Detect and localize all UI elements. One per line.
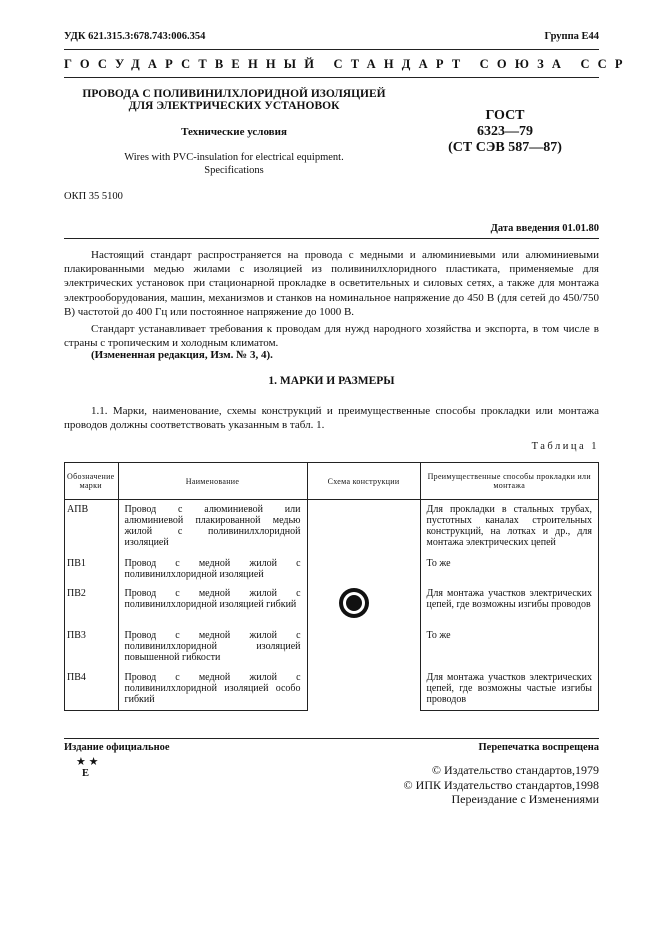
document-subtitle: Технические условия <box>181 126 287 138</box>
group-code: Группа Е44 <box>544 31 599 42</box>
gost-designation <box>420 108 590 156</box>
english-title-line-1: Wires with PVC-insulation for electrical equipment. <box>124 152 344 163</box>
title-line-1: ПРОВОДА С ПОЛИВИНИЛХЛОРИДНОЙ ИЗОЛЯЦИЕЙ <box>82 88 386 100</box>
row-use: Для монтажа участков электрических цепей, где возможны частые изгибы проводов <box>420 666 598 711</box>
reissue-note: Переиздание с Изменениями <box>451 792 599 806</box>
header-use: Преимущественные способы прокладки или монтажа <box>420 463 598 500</box>
row-name: Провод с медной жилой с поливинилхлоридной изоляцией особо гибкий <box>118 666 307 711</box>
okp-code: ОКП 35 5100 <box>64 191 123 202</box>
row-use: Для прокладки в стальных трубах, пустотных каналах строительных конструкций, на лотках и др., для монтажа электрических цепей <box>420 500 598 553</box>
table-caption: Таблица 1 <box>531 441 599 452</box>
stars-icon: ★ ★ <box>76 756 99 768</box>
edition-letter: Е <box>82 768 90 779</box>
copyright-1998: © ИПК Издательство стандартов,1998 <box>403 777 599 792</box>
date-rule <box>64 238 599 239</box>
row-mark: ПВ4 <box>65 666 119 711</box>
row-name: Провод с медной жилой с поливинилхлоридной изоляцией повышенной гибкости <box>118 624 307 666</box>
gost-number: 6323—79 <box>477 124 533 139</box>
gost-sev: (СТ СЭВ 587—87) <box>448 140 562 155</box>
row-use: Для монтажа участков электрических цепей, где возможны изгибы проводов <box>420 582 598 624</box>
header-schema: Схема конструкции <box>307 463 420 500</box>
official-edition: Издание официальное <box>64 742 170 753</box>
gost-label: ГОСТ <box>485 108 525 123</box>
paragraph-1-1: 1.1. Марки, наименование, схемы конструкций и преимущественные способы прокладки или монтажа проводов должны соответствовать указанным в табл. 1. <box>64 405 599 432</box>
row-name: Провод с медной жилой с поливинилхлоридной изоляцией гибкий <box>118 582 307 624</box>
english-title <box>64 151 404 177</box>
table-1 <box>64 462 599 711</box>
reprint-notice: Перепечатка воспрещена <box>478 742 599 753</box>
row-mark: ПВ2 <box>65 582 119 624</box>
row-use: То же <box>420 552 598 582</box>
row-name: Провод с медной жилой с поливинилхлоридной изоляцией <box>118 552 307 582</box>
row-use: То же <box>420 624 598 666</box>
header-rule-bottom <box>64 77 599 78</box>
conductor-core-icon <box>346 595 362 611</box>
paragraph-scope: Настоящий стандарт распространяется на провода с медными и алюминиевыми или алюминиевыми плакированными медью жилами с изоляцией из поливинилхлоридного пластиката, применяемые для электрических установок при стационарной прокладке в осветительных и силовых сетях, а также для монтажа электрооборудования, машин, механизмов и станков на номинальное напряжение до 450 В (для сетей до 450/750 В) частотой до 400 Гц или постоянное напряжение до 1000 В. <box>64 249 599 318</box>
paragraph-requirements: Стандарт устанавливает требования к проводам для нужд народного хозяйства и экспорта, в том числе в страны с тропическим и холодным климатом. <box>64 323 599 350</box>
header-mark: Обозначение марки <box>65 463 119 500</box>
footer-rule <box>64 738 599 739</box>
row-mark: ПВ3 <box>65 624 119 666</box>
org-heading: ГОСУДАРСТВЕННЫЙ СТАНДАРТ СОЮЗА ССР <box>64 57 631 71</box>
table-header-row <box>65 463 599 500</box>
copyright-block <box>404 763 599 807</box>
table-row <box>65 500 599 553</box>
header-name: Наименование <box>118 463 307 500</box>
copyright-1979: © Издательство стандартов,1979 <box>431 763 599 777</box>
udk-code: УДК 621.315.3:678.743:006.354 <box>64 31 206 42</box>
row-mark: ПВ1 <box>65 552 119 582</box>
paragraph-amendment: (Измененная редакция, Изм. № 3, 4). <box>91 349 273 361</box>
section-title: 1. МАРКИ И РАЗМЕРЫ <box>268 375 395 387</box>
intro-date: Дата введения 01.01.80 <box>490 223 599 234</box>
title-line-2: ДЛЯ ЭЛЕКТРИЧЕСКИХ УСТАНОВОК <box>128 100 340 112</box>
english-title-line-2: Specifications <box>204 165 264 176</box>
document-title <box>64 88 404 112</box>
row-name: Провод с алюминиевой или алюминиевой плакированной медью жилой с поливинилхлоридной изоляцией <box>118 500 307 553</box>
header-rule-top <box>64 49 599 50</box>
row-mark: АПВ <box>65 500 119 553</box>
